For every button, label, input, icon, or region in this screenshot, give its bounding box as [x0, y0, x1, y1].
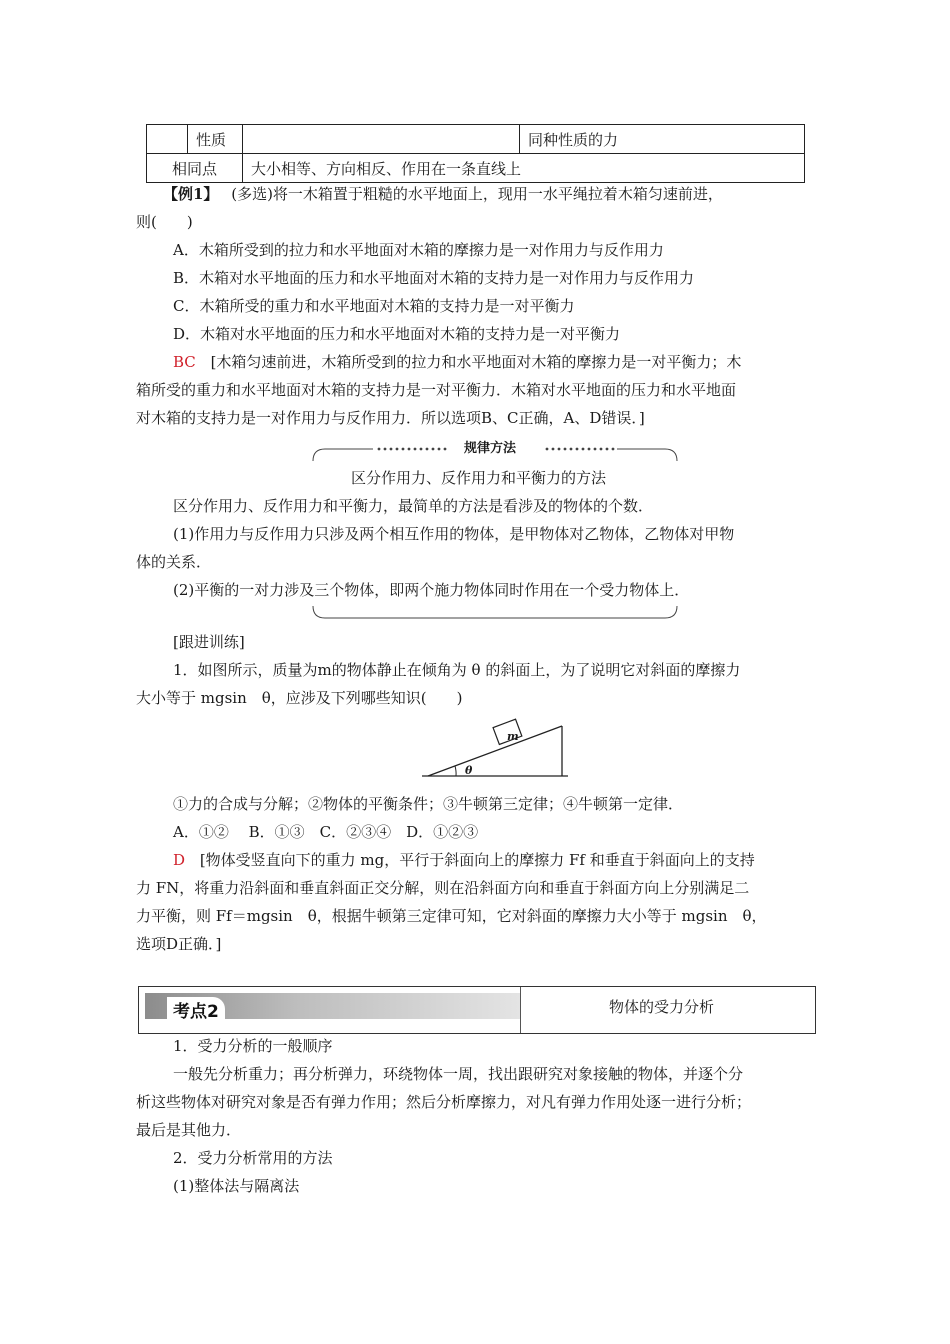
- example-stem-cont: 则( ): [136, 213, 193, 231]
- paragraph-cont: 最后是其他力．: [136, 1121, 242, 1139]
- method-bracket-bottom: [311, 604, 679, 626]
- method-paragraph: 区分作用力、反作用力和平衡力，最简单的方法是看涉及的物体的个数．: [173, 497, 654, 515]
- method-paragraph: (2)平衡的一对力涉及三个物体，即两个施力物体同时作用在一个受力物体上．: [173, 581, 690, 599]
- angle-label: θ: [465, 764, 473, 777]
- example-tag: 【例1】: [163, 185, 219, 203]
- subheading: (1)整体法与隔离法: [173, 1177, 300, 1195]
- section-header-band: [145, 993, 520, 1022]
- paragraph: 一般先分析重力；再分析弹力，环绕物体一周，找出跟研究对象接触的物体，并逐个分: [173, 1065, 744, 1083]
- answer-label: D: [173, 851, 186, 869]
- block-mass-label: m: [507, 730, 519, 743]
- knowledge-items: ①力的合成与分解；②物体的平衡条件；③牛顿第三定律；④牛顿第一定律．: [173, 795, 684, 813]
- answer-choices: A．①② B．①③ C．②③④ D．①②③: [173, 823, 479, 841]
- table-row: [147, 125, 805, 154]
- practice-explanation-cont: 选项D正确．]: [136, 935, 222, 953]
- subheading: 2．受力分析常用的方法: [173, 1149, 333, 1167]
- incline-figure: [420, 718, 572, 782]
- section-title: 物体的受力分析: [609, 998, 715, 1016]
- table-cell: 同种性质的力: [520, 125, 805, 154]
- example-stem: 【例1】 (多选)将一木箱置于粗糙的水平地面上，现用一水平绳拉着木箱匀速前进，: [163, 185, 723, 203]
- practice-explanation-cont: 力 FN，将重力沿斜面和垂直斜面正交分解，则在沿斜面方向和垂直于斜面方向上分别满足二: [136, 879, 750, 897]
- question-stem-cont: 大小等于 mgsin θ，应涉及下列哪些知识( ): [136, 689, 463, 707]
- table-cell: 大小相等、方向相反、作用在一条直线上: [243, 154, 805, 183]
- table-row-label: 性质: [188, 125, 243, 154]
- example-explanation-cont: 箱所受的重力和水平地面对木箱的支持力是一对平衡力．木箱对水平地面的压力和水平地面: [136, 381, 737, 399]
- table-row: [147, 154, 805, 183]
- method-title: 区分作用力、反作用力和平衡力的方法: [351, 469, 607, 487]
- answer-label: BC: [173, 353, 196, 371]
- option-a: A．木箱所受到的拉力和水平地面对木箱的摩擦力是一对作用力与反作用力: [173, 241, 664, 259]
- paragraph-cont: 析这些物体对研究对象是否有弹力作用；然后分析摩擦力，对凡有弹力作用处逐一进行分析；: [136, 1093, 752, 1111]
- example-explanation: BC [木箱匀速前进，木箱所受到的拉力和水平地面对木箱的摩擦力是一对平衡力；木: [173, 353, 742, 371]
- section-header-divider: [520, 987, 521, 1033]
- example-explanation-cont: 对木箱的支持力是一对作用力与反作用力．所以选项B、C正确，A、D错误．]: [136, 409, 645, 427]
- method-paragraph: (1)作用力与反作用力只涉及两个相互作用的物体，是甲物体对乙物体，乙物体对甲物: [173, 525, 735, 543]
- table-cell-empty: [243, 125, 520, 154]
- option-b: B．木箱对水平地面的压力和水平地面对木箱的支持力是一对作用力与反作用力: [173, 269, 695, 287]
- subheading: 1．受力分析的一般顺序: [173, 1037, 333, 1055]
- practice-explanation: D [物体受竖直向下的重力 mg，平行于斜面向上的摩擦力 Ff 和垂直于斜面向上的支持: [173, 851, 755, 869]
- option-c: C．木箱所受的重力和水平地面对木箱的支持力是一对平衡力: [173, 297, 575, 315]
- comparison-table: [146, 124, 805, 183]
- table-cell-empty: [147, 125, 188, 154]
- method-badge: 规律方法: [450, 440, 530, 458]
- table-row-label: 相同点: [147, 154, 243, 183]
- option-d: D．木箱对水平地面的压力和水平地面对木箱的支持力是一对平衡力: [173, 325, 621, 343]
- practice-explanation-cont: 力平衡，则 Ff＝mgsin θ，根据牛顿第三定律可知，它对斜面的摩擦力大小等于 mgsin θ，: [136, 907, 767, 925]
- section-header: [138, 986, 816, 1034]
- method-paragraph-cont: 体的关系．: [136, 553, 212, 571]
- practice-heading: [跟进训练]: [173, 633, 245, 651]
- question-stem: 1．如图所示，质量为m的物体静止在倾角为 θ 的斜面上，为了说明它对斜面的摩擦力: [173, 661, 741, 679]
- section-label: 考点2: [167, 997, 225, 1022]
